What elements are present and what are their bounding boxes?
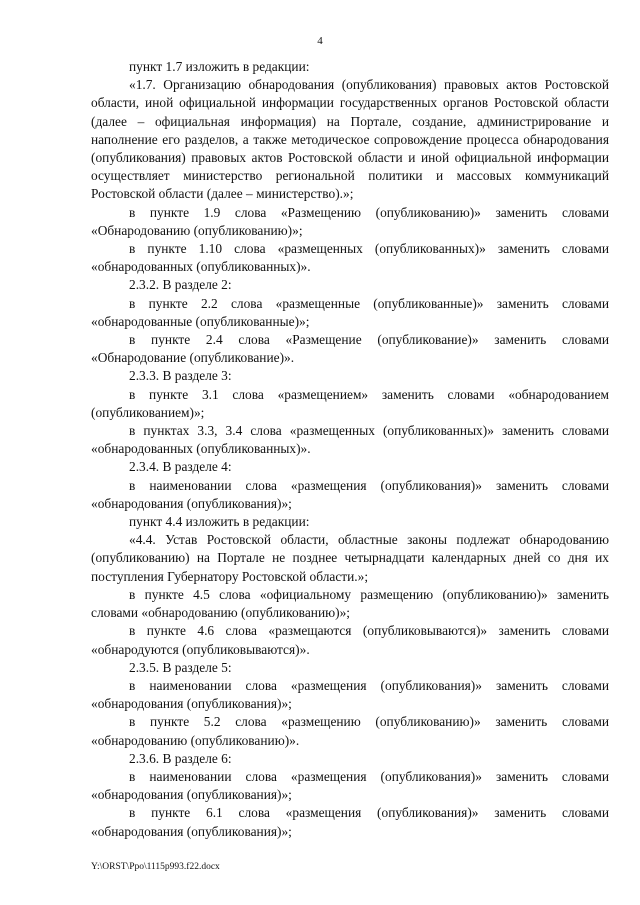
paragraph: пункт 1.7 изложить в редакции: [129, 59, 310, 74]
paragraph: в пунктах 3.3, 3.4 слова «размещенных (опубликованных)» заменить словами «обнародованных (опубликованных)». [91, 423, 609, 457]
paragraph: 2.3.4. В разделе 4: [129, 459, 232, 475]
paragraph: 2.3.3. В разделе 3: [129, 368, 232, 384]
paragraph: в пункте 2.2 слова «размещенные (опубликованные)» заменить словами «обнародованные (опубликованные)»; [91, 295, 609, 329]
paragraph: в наименовании слова «размещения (опубликования)» заменить словами «обнародования (опубликования)»; [91, 768, 609, 803]
paragraph: 2.3.5. В разделе 5: [129, 659, 232, 675]
paragraph: пункт 4.4 изложить в редакции: [129, 514, 310, 530]
footer-file-path: Y:\ORST\Ppo\1115p993.f22.docx [91, 862, 220, 872]
paragraph: в пункте 6.1 слова «размещения (опубликования)» заменить словами «обнародования (опубликования)»; [91, 805, 609, 839]
paragraph: в наименовании слова «размещения (опубликования)» заменить словами «обнародования (опубликования)»; [91, 477, 609, 511]
page-number: 4 [317, 35, 323, 47]
paragraph: в пункте 5.2 слова «размещению (опубликованию)» заменить словами «обнародованию (опубликованию)». [91, 714, 609, 748]
paragraph: в наименовании слова «размещения (опубликования)» заменить словами «обнародования (опубликования)»; [91, 677, 609, 712]
paragraph: 2.3.2. В разделе 2: [129, 277, 232, 293]
paragraph: 2.3.6. В разделе 6: [129, 750, 232, 766]
document-body [91, 58, 609, 841]
paragraph: в пункте 1.10 слова «размещенных (опубликованных)» заменить словами «обнародованных (опубликованных)». [91, 241, 609, 275]
paragraph: «4.4. Устав Ростовской области, областные законы подлежат обнародованию (опубликованию) на Портале не позднее четырнадцати календарных дней со дня их поступления Губернатору Ростовской области.»; [91, 532, 609, 584]
paragraph: в пункте 1.9 слова «Размещению (опубликованию)» заменить словами «Обнародованию (опубликованию)»; [91, 204, 609, 238]
paragraph: в пункте 2.4 слова «Размещение (опубликование)» заменить словами «Обнародование (опубликование)». [91, 332, 609, 366]
paragraph: в пункте 4.6 слова «размещаются (опубликовываются)» заменить словами «обнародуются (опубликовываются)». [91, 623, 609, 657]
paragraph: в пункте 4.5 слова «официальному размещению (опубликованию)» заменить словами «обнародованию (опубликованию)»; [91, 586, 609, 621]
paragraph: в пункте 3.1 слова «размещением» заменить словами «обнародованием (опубликованием)»; [91, 386, 609, 420]
paragraph: «1.7. Организацию обнародования (опубликования) правовых актов Ростовской области, иной официальной информации государственных органов Ростовской области (далее – официальная информация) на Портале, создание, администрирование и наполнение его разделов, а также методическое сопровождение процесса обнародования (опубликования) правовых актов Ростовской области и иной официальной информации осуществляет министерство региональной политики и массовых коммуникаций Ростовской области (далее – министерство).»; [91, 77, 609, 202]
